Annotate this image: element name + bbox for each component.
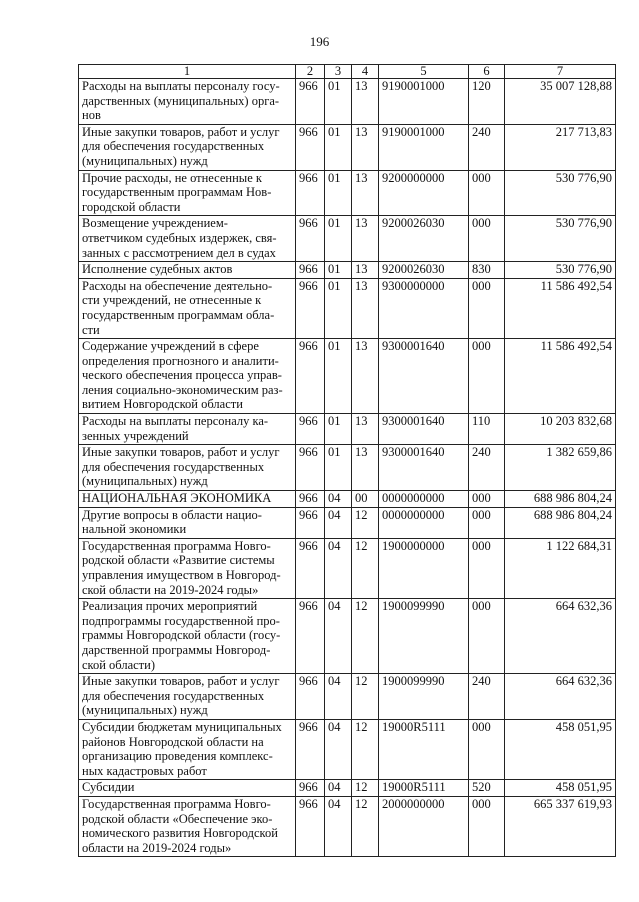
header-cell-6: 6 xyxy=(469,65,505,79)
row-code-3-cell: 04 xyxy=(325,796,352,856)
row-code-4-cell: 12 xyxy=(352,538,379,598)
row-name-line: Прочие расходы, не отнесенные к xyxy=(82,170,262,185)
row-code-3-cell: 01 xyxy=(325,445,352,491)
row-name-line: Содержание учреждений в сфере xyxy=(82,339,259,354)
row-name-cell xyxy=(79,599,296,674)
row-amount-cell: 217 713,83 xyxy=(505,124,616,170)
header-cell-3: 3 xyxy=(325,65,352,79)
row-name-line: Расходы на обеспечение деятельно- xyxy=(82,278,273,293)
row-name-line: родской области «Обеспечение эко- xyxy=(82,811,273,826)
row-name-cell xyxy=(79,414,296,445)
row-name-line: Субсидии xyxy=(82,780,135,795)
row-code-2-cell: 966 xyxy=(296,262,325,279)
row-code-5-cell: 9300001640 xyxy=(379,414,469,445)
row-name-line: организацию проведения комплекс- xyxy=(82,749,273,764)
row-code-3-cell: 04 xyxy=(325,780,352,797)
row-code-6-cell: 000 xyxy=(469,599,505,674)
row-name-line: городской области xyxy=(82,199,181,214)
row-code-6-cell: 000 xyxy=(469,719,505,779)
row-name-line: витием Новгородской области xyxy=(82,397,243,412)
row-code-4-cell: 13 xyxy=(352,445,379,491)
row-name-line: Иные закупки товаров, работ и услуг xyxy=(82,124,280,139)
row-code-2-cell: 966 xyxy=(296,599,325,674)
row-code-5-cell: 9200026030 xyxy=(379,262,469,279)
row-code-5-cell: 19000R5111 xyxy=(379,780,469,797)
row-code-4-cell: 12 xyxy=(352,780,379,797)
row-code-4-cell: 13 xyxy=(352,262,379,279)
row-name-line: Реализация прочих мероприятий xyxy=(82,599,258,614)
row-code-3-cell: 04 xyxy=(325,599,352,674)
row-name-cell xyxy=(79,538,296,598)
table-row xyxy=(79,719,616,779)
table-row xyxy=(79,796,616,856)
table-row xyxy=(79,507,616,538)
header-cell-2: 2 xyxy=(296,65,325,79)
row-name-line: сти xyxy=(82,322,100,337)
row-name-line: для обеспечения государственных xyxy=(82,139,265,154)
row-code-6-cell: 000 xyxy=(469,796,505,856)
row-code-2-cell: 966 xyxy=(296,445,325,491)
row-name-line: нальной экономики xyxy=(82,522,187,537)
row-code-6-cell: 120 xyxy=(469,79,505,125)
row-code-4-cell: 12 xyxy=(352,796,379,856)
row-code-6-cell: 110 xyxy=(469,414,505,445)
row-amount-cell: 458 051,95 xyxy=(505,780,616,797)
row-amount-cell: 665 337 619,93 xyxy=(505,796,616,856)
header-cell-5: 5 xyxy=(379,65,469,79)
row-code-4-cell: 13 xyxy=(352,414,379,445)
row-name-line: ской области на 2019-2024 годы» xyxy=(82,582,259,597)
row-name-cell xyxy=(79,491,296,508)
row-name-line: Иные закупки товаров, работ и услуг xyxy=(82,445,280,460)
row-code-3-cell: 04 xyxy=(325,491,352,508)
row-code-4-cell: 12 xyxy=(352,599,379,674)
table-row xyxy=(79,262,616,279)
row-name-line: ных кадастровых работ xyxy=(82,763,207,778)
row-code-3-cell: 01 xyxy=(325,278,352,338)
row-code-5-cell: 9200000000 xyxy=(379,170,469,216)
row-code-5-cell: 9190001000 xyxy=(379,79,469,125)
row-amount-cell: 1 122 684,31 xyxy=(505,538,616,598)
row-name-cell xyxy=(79,507,296,538)
row-name-line: (муниципальных) нужд xyxy=(82,474,208,489)
row-amount-cell: 688 986 804,24 xyxy=(505,491,616,508)
row-code-6-cell: 000 xyxy=(469,278,505,338)
table-row xyxy=(79,79,616,125)
row-code-3-cell: 04 xyxy=(325,538,352,598)
row-code-4-cell: 13 xyxy=(352,124,379,170)
row-amount-cell: 35 007 128,88 xyxy=(505,79,616,125)
row-amount-cell: 10 203 832,68 xyxy=(505,414,616,445)
row-name-line: районов Новгородской области на xyxy=(82,734,264,749)
row-name-line: занных с рассмотрением дел в судах xyxy=(82,245,276,260)
row-name-line: области на 2019-2024 годы» xyxy=(82,840,232,855)
table-row xyxy=(79,445,616,491)
row-code-5-cell: 9300001640 xyxy=(379,445,469,491)
row-code-3-cell: 01 xyxy=(325,414,352,445)
budget-table xyxy=(78,64,616,857)
row-name-line: номического развития Новгородской xyxy=(82,826,278,841)
row-code-3-cell: 04 xyxy=(325,719,352,779)
table-body xyxy=(79,65,616,857)
row-name-line: нов xyxy=(82,108,101,123)
header-cell-name: 1 xyxy=(79,65,296,79)
row-name-line: Расходы на выплаты персоналу госу- xyxy=(82,79,280,93)
row-code-5-cell: 19000R5111 xyxy=(379,719,469,779)
row-amount-cell: 458 051,95 xyxy=(505,719,616,779)
row-name-cell xyxy=(79,445,296,491)
row-name-cell xyxy=(79,780,296,797)
row-code-6-cell: 000 xyxy=(469,507,505,538)
table-row xyxy=(79,780,616,797)
row-name-line: для обеспечения государственных xyxy=(82,688,265,703)
row-name-line: Субсидии бюджетам муниципальных xyxy=(82,719,282,734)
row-code-3-cell: 04 xyxy=(325,507,352,538)
table-row xyxy=(79,414,616,445)
row-name-line: дарственных (муниципальных) орга- xyxy=(82,93,280,108)
row-name-line: для обеспечения государственных xyxy=(82,459,265,474)
row-code-2-cell: 966 xyxy=(296,216,325,262)
row-name-line: Государственная программа Новго- xyxy=(82,796,271,811)
row-name-cell xyxy=(79,278,296,338)
row-code-5-cell: 0000000000 xyxy=(379,491,469,508)
row-code-3-cell: 01 xyxy=(325,79,352,125)
table-header-row xyxy=(79,65,616,79)
row-name-line: родской области «Развитие системы xyxy=(82,553,275,568)
row-code-5-cell: 9200026030 xyxy=(379,216,469,262)
row-name-line: ления социально-экономическим раз- xyxy=(82,382,283,397)
row-code-3-cell: 01 xyxy=(325,339,352,414)
row-code-5-cell: 0000000000 xyxy=(379,507,469,538)
row-code-5-cell: 1900000000 xyxy=(379,538,469,598)
row-code-5-cell: 9190001000 xyxy=(379,124,469,170)
row-name-cell xyxy=(79,339,296,414)
row-code-3-cell: 01 xyxy=(325,216,352,262)
row-name-cell xyxy=(79,216,296,262)
row-name-line: подпрограммы государственной про- xyxy=(82,613,280,628)
row-code-4-cell: 12 xyxy=(352,507,379,538)
row-code-4-cell: 13 xyxy=(352,170,379,216)
row-name-line: Другие вопросы в области нацио- xyxy=(82,507,262,522)
row-code-6-cell: 000 xyxy=(469,538,505,598)
table-row xyxy=(79,599,616,674)
row-code-6-cell: 000 xyxy=(469,170,505,216)
row-code-2-cell: 966 xyxy=(296,674,325,720)
row-code-6-cell: 240 xyxy=(469,674,505,720)
row-name-line: Исполнение судебных актов xyxy=(82,262,233,277)
table-row xyxy=(79,216,616,262)
row-code-2-cell: 966 xyxy=(296,170,325,216)
row-name-cell xyxy=(79,674,296,720)
row-name-line: дарственной программы Новгород- xyxy=(82,642,271,657)
row-amount-cell: 530 776,90 xyxy=(505,262,616,279)
row-name-line: НАЦИОНАЛЬНАЯ ЭКОНОМИКА xyxy=(82,491,272,506)
row-code-2-cell: 966 xyxy=(296,491,325,508)
row-name-cell xyxy=(79,124,296,170)
row-name-line: государственным программам обла- xyxy=(82,307,275,322)
row-code-2-cell: 966 xyxy=(296,79,325,125)
row-name-cell xyxy=(79,796,296,856)
row-name-line: управления имуществом в Новгород- xyxy=(82,568,281,582)
row-name-line: сти учреждений, не отнесенные к xyxy=(82,293,262,308)
row-code-2-cell: 966 xyxy=(296,278,325,338)
row-name-line: граммы Новгородской области (госу- xyxy=(82,628,281,643)
row-code-5-cell: 1900099990 xyxy=(379,674,469,720)
header-cell-7: 7 xyxy=(505,65,616,79)
table-row xyxy=(79,339,616,414)
row-code-2-cell: 966 xyxy=(296,124,325,170)
row-code-2-cell: 966 xyxy=(296,780,325,797)
row-amount-cell: 664 632,36 xyxy=(505,674,616,720)
row-code-6-cell: 000 xyxy=(469,216,505,262)
row-code-2-cell: 966 xyxy=(296,538,325,598)
row-code-3-cell: 01 xyxy=(325,124,352,170)
row-name-line: ской области) xyxy=(82,657,155,672)
row-code-2-cell: 966 xyxy=(296,414,325,445)
header-cell-4: 4 xyxy=(352,65,379,79)
row-name-line: Государственная программа Новго- xyxy=(82,538,271,553)
row-code-3-cell: 01 xyxy=(325,170,352,216)
row-name-line: определения прогнозного и аналити- xyxy=(82,353,279,368)
row-code-6-cell: 830 xyxy=(469,262,505,279)
row-code-3-cell: 01 xyxy=(325,262,352,279)
row-name-line: ответчиком судебных издержек, свя- xyxy=(82,230,277,245)
row-amount-cell: 11 586 492,54 xyxy=(505,339,616,414)
row-code-2-cell: 966 xyxy=(296,339,325,414)
row-code-3-cell: 04 xyxy=(325,674,352,720)
table-row xyxy=(79,124,616,170)
row-code-5-cell: 9300001640 xyxy=(379,339,469,414)
table-row xyxy=(79,674,616,720)
row-code-4-cell: 13 xyxy=(352,79,379,125)
row-code-4-cell: 00 xyxy=(352,491,379,508)
row-code-5-cell: 9300000000 xyxy=(379,278,469,338)
row-name-cell xyxy=(79,262,296,279)
row-name-line: (муниципальных) нужд xyxy=(82,703,208,718)
row-name-line: Возмещение учреждением- xyxy=(82,216,228,231)
row-code-2-cell: 966 xyxy=(296,719,325,779)
row-name-line: Иные закупки товаров, работ и услуг xyxy=(82,674,280,689)
row-code-6-cell: 240 xyxy=(469,445,505,491)
page-number: 196 xyxy=(309,34,330,49)
row-code-4-cell: 13 xyxy=(352,278,379,338)
row-code-2-cell: 966 xyxy=(296,796,325,856)
row-name-cell xyxy=(79,170,296,216)
row-name-line: Расходы на выплаты персоналу ка- xyxy=(82,414,269,429)
row-amount-cell: 11 586 492,54 xyxy=(505,278,616,338)
table-row xyxy=(79,278,616,338)
row-name-cell xyxy=(79,79,296,125)
table-row xyxy=(79,491,616,508)
row-code-5-cell: 2000000000 xyxy=(379,796,469,856)
row-name-line: ческого обеспечения процесса управ- xyxy=(82,368,282,383)
row-code-2-cell: 966 xyxy=(296,507,325,538)
row-name-line: (муниципальных) нужд xyxy=(82,153,208,168)
table-row xyxy=(79,170,616,216)
row-name-line: государственным программам Нов- xyxy=(82,185,272,200)
row-name-line: зенных учреждений xyxy=(82,428,189,443)
row-code-4-cell: 12 xyxy=(352,674,379,720)
row-code-6-cell: 520 xyxy=(469,780,505,797)
row-amount-cell: 530 776,90 xyxy=(505,216,616,262)
row-code-6-cell: 000 xyxy=(469,491,505,508)
row-code-6-cell: 240 xyxy=(469,124,505,170)
row-amount-cell: 530 776,90 xyxy=(505,170,616,216)
row-amount-cell: 688 986 804,24 xyxy=(505,507,616,538)
row-amount-cell: 1 382 659,86 xyxy=(505,445,616,491)
row-code-6-cell: 000 xyxy=(469,339,505,414)
row-code-4-cell: 13 xyxy=(352,339,379,414)
row-amount-cell: 664 632,36 xyxy=(505,599,616,674)
table-row xyxy=(79,538,616,598)
row-code-4-cell: 13 xyxy=(352,216,379,262)
row-code-5-cell: 1900099990 xyxy=(379,599,469,674)
row-code-4-cell: 12 xyxy=(352,719,379,779)
row-name-cell xyxy=(79,719,296,779)
